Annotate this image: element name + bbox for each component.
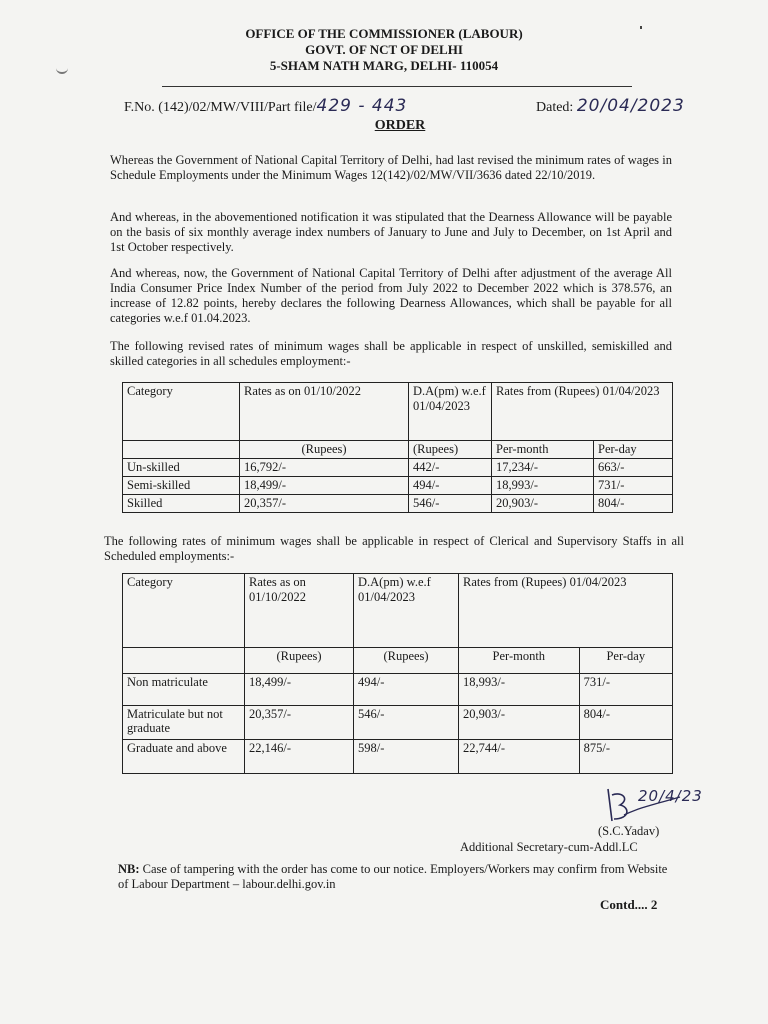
t1-header-rates-oct: Rates as on 01/10/2022 xyxy=(240,383,409,441)
t1-header-rates-apr: Rates from (Rupees) 01/04/2023 xyxy=(492,383,673,441)
wages-table-2 xyxy=(122,573,673,774)
t2-cell-rate: 20,357/- xyxy=(245,706,354,740)
t1-cell-rate: 16,792/- xyxy=(240,459,409,477)
t1-cell-category: Un-skilled xyxy=(123,459,240,477)
header-office: OFFICE OF THE COMMISSIONER (LABOUR) xyxy=(245,26,523,41)
t1-sub-per-day: Per-day xyxy=(594,441,673,459)
t2-cell-rate: 18,499/- xyxy=(245,674,354,706)
signatory-name: (S.C.Yadav) xyxy=(598,824,660,838)
file-number xyxy=(124,96,407,116)
dated xyxy=(536,96,685,116)
t2-cell-day: 875/- xyxy=(579,740,672,774)
t1-sub-empty xyxy=(123,441,240,459)
t1-cell-day: 804/- xyxy=(594,495,673,513)
t1-cell-day: 663/- xyxy=(594,459,673,477)
dated-label: Dated: xyxy=(536,100,574,115)
paragraph-5: The following rates of minimum wages shall be applicable in respect of Clerical and Supervisory Staffs in all Scheduled employments:- xyxy=(104,534,684,563)
t1-cell-category: Semi-skilled xyxy=(123,477,240,495)
table-row xyxy=(123,495,673,513)
t1-header-da: D.A(pm) w.e.f 01/04/2023 xyxy=(409,383,492,441)
t1-sub-rupees-1: (Rupees) xyxy=(240,441,409,459)
table-row xyxy=(123,477,673,495)
continued-marker: Contd.... 2 xyxy=(600,897,658,912)
file-number-handwritten: 429 - 443 xyxy=(316,96,408,116)
t1-header-category: Category xyxy=(123,383,240,441)
paragraph-4: The following revised rates of minimum wages shall be applicable in respect of unskilled, semiskilled and skilled categories in all schedules employment:- xyxy=(110,339,672,368)
t1-cell-month: 18,993/- xyxy=(492,477,594,495)
t2-cell-category: Non matriculate xyxy=(123,674,245,706)
t2-header-rates-oct: Rates as on 01/10/2022 xyxy=(245,574,354,648)
t1-sub-per-month: Per-month xyxy=(492,441,594,459)
t1-cell-da: 494/- xyxy=(409,477,492,495)
table-row xyxy=(123,706,673,740)
t2-sub-rupees-2: (Rupees) xyxy=(354,648,459,674)
header-govt: GOVT. OF NCT OF DELHI xyxy=(305,42,463,57)
t2-cell-month: 18,993/- xyxy=(459,674,580,706)
header-rule xyxy=(162,86,632,87)
t2-cell-rate: 22,146/- xyxy=(245,740,354,774)
t2-header-category: Category xyxy=(123,574,245,648)
paragraph-3: And whereas, now, the Government of National Capital Territory of Delhi after adjustment of the average All India Consumer Price Index Number of the period from July 2022 to December 2022 which is 378.576, an increase of 12.82 points, hereby declares the following Dearness Allowances, which shall be payable for all categories w.e.f 01.04.2023. xyxy=(110,266,672,325)
table-row xyxy=(123,740,673,774)
table-row xyxy=(123,674,673,706)
t1-cell-month: 17,234/- xyxy=(492,459,594,477)
order-title: ORDER xyxy=(374,118,426,133)
t2-sub-per-day: Per-day xyxy=(579,648,672,674)
nb-note xyxy=(118,862,670,892)
nb-label: NB: xyxy=(118,862,140,876)
dated-handwritten: 20/04/2023 xyxy=(576,96,685,116)
t2-cell-day: 804/- xyxy=(579,706,672,740)
t2-cell-da: 598/- xyxy=(354,740,459,774)
t1-sub-rupees-2: (Rupees) xyxy=(409,441,492,459)
signature-date-handwritten: 20/4/23 xyxy=(638,787,703,805)
t2-sub-per-month: Per-month xyxy=(459,648,580,674)
t1-cell-month: 20,903/- xyxy=(492,495,594,513)
t1-cell-rate: 18,499/- xyxy=(240,477,409,495)
paragraph-1: Whereas the Government of National Capital Territory of Delhi, had last revised the minimum rates of wages in Schedule Employments under the Minimum Wages 12(142)/02/MW/VII/3636 dated 22/10/2019. xyxy=(110,153,672,182)
t2-cell-day: 731/- xyxy=(579,674,672,706)
file-number-label: F.No. (142)/02/MW/VIII/Part file/ xyxy=(124,100,317,115)
t2-sub-rupees-1: (Rupees) xyxy=(245,648,354,674)
t1-cell-day: 731/- xyxy=(594,477,673,495)
t2-cell-category: Graduate and above xyxy=(123,740,245,774)
t2-cell-da: 546/- xyxy=(354,706,459,740)
t2-cell-da: 494/- xyxy=(354,674,459,706)
t2-cell-month: 20,903/- xyxy=(459,706,580,740)
nb-text: Case of tampering with the order has come to our notice. Employers/Workers may confirm from Website of Labour Department – labour.delhi.gov.in xyxy=(118,862,668,891)
t1-cell-rate: 20,357/- xyxy=(240,495,409,513)
wages-table-1 xyxy=(122,382,673,513)
t1-cell-category: Skilled xyxy=(123,495,240,513)
paragraph-2: And whereas, in the abovementioned notification it was stipulated that the Dearness Allowance will be payable on the basis of six monthly average index numbers of January to June and July to December, on 1st April and 1st October respectively. xyxy=(110,210,672,254)
header-address: 5-SHAM NATH MARG, DELHI- 110054 xyxy=(269,58,499,73)
t1-cell-da: 546/- xyxy=(409,495,492,513)
t2-header-rates-apr: Rates from (Rupees) 01/04/2023 xyxy=(459,574,673,648)
t2-cell-category: Matriculate but not graduate xyxy=(123,706,245,740)
table-row xyxy=(123,459,673,477)
t2-header-da: D.A(pm) w.e.f 01/04/2023 xyxy=(354,574,459,648)
t1-cell-da: 442/- xyxy=(409,459,492,477)
t2-sub-empty xyxy=(123,648,245,674)
t2-cell-month: 22,744/- xyxy=(459,740,580,774)
signatory-designation: Additional Secretary-cum-Addl.LC xyxy=(460,840,638,854)
